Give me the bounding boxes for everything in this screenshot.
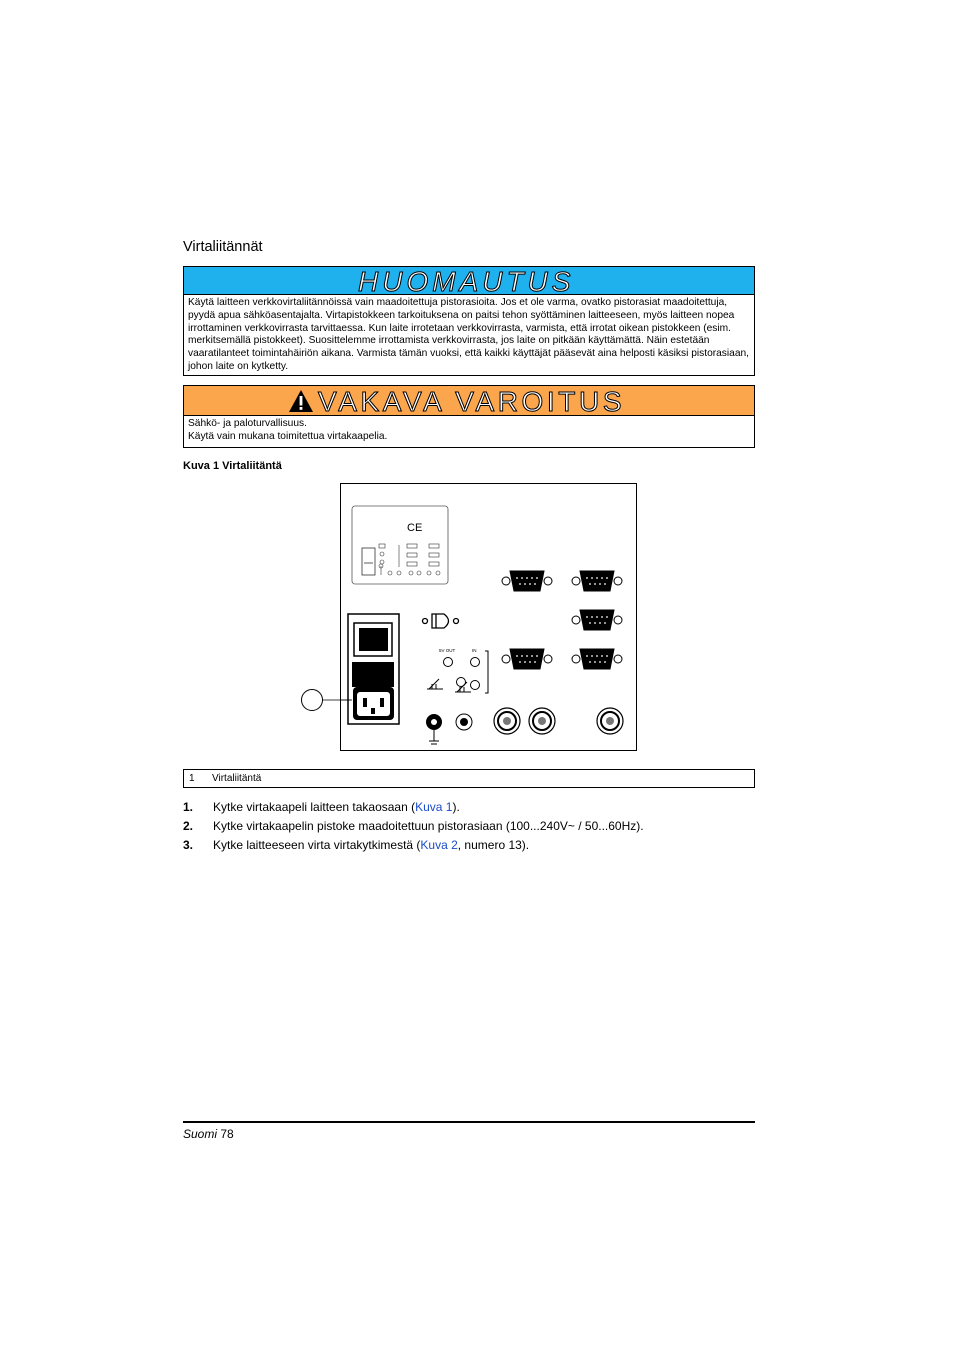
label-5v-out: 5V OUT <box>439 648 456 653</box>
rear-panel-figure <box>340 483 637 751</box>
ce-mark: CE <box>407 522 423 534</box>
figure-caption: Kuva 1 Virtaliitäntä <box>183 460 282 472</box>
notice-text: Käytä laitteen verkkovirtaliitännöissä vain maadoitettuja pistorasioita. Jos et ole varma, ovatko pistorasiat maadoitettuja, pyydä apua sähköasentajalta. Virtapistokkeen tarkoituksena on paitsi tehon syöttäminen laitteeseen, myös laitteen nopea irrottaminen verkkovirrasta tarvittaessa. Kun laite irrotetaan verkkovirrasta, varmista, että irrotat oikean pistokkeen (esim. merkitsemällä pistokkeet). Suosittelemme irrottamista verkkovirrasta, jos laite on pitkään käyttämättä. Näin estetään vaaratilanteet toimintahäiriön aikana. Varmista tämän vuoksi, että kaikki käyttäjät pääsevät aina helposti käsiksi pistorasiaan, johon laite on kytketty. <box>188 297 749 372</box>
warning-line-2: Käytä vain mukana toimitettua virtakaapelia. <box>188 430 388 442</box>
label-in: IN <box>472 648 477 653</box>
notice-header <box>184 267 754 295</box>
figure-legend <box>183 769 755 788</box>
section-heading: Virtaliitännät <box>183 239 263 255</box>
footer <box>183 1127 234 1141</box>
warning-title: VAKAVA VAROITUS <box>318 385 626 417</box>
rear-panel-diagram <box>341 484 636 750</box>
notice-title: HUOMAUTUS <box>358 265 575 297</box>
step-1: 1. Kytke virtakaapeli laitteen takaosaan (Kuva 1). <box>183 799 460 814</box>
legend-number: 1 <box>189 773 195 784</box>
page-number: 78 <box>220 1127 234 1141</box>
warning-triangle-icon <box>288 389 314 413</box>
warning-header <box>184 386 754 416</box>
figure-1-link[interactable]: Kuva 1 <box>415 799 453 814</box>
warning-line-1: Sähkö- ja paloturvallisuus. <box>188 418 307 429</box>
footer-language: Suomi <box>183 1127 218 1141</box>
steps-list <box>183 797 755 854</box>
footer-rule <box>183 1121 755 1123</box>
callout-leader <box>322 699 352 703</box>
figure-2-link[interactable]: Kuva 2 <box>420 837 458 852</box>
step-2: 2. Kytke virtakaapelin pistoke maadoitettuun pistorasiaan (100...240V~ / 50...60Hz). <box>183 818 644 833</box>
legend-text: Virtaliitäntä <box>212 773 262 784</box>
step-3: 3. Kytke laitteeseen virta virtakytkimestä (Kuva 2, numero 13). <box>183 837 530 852</box>
warning-box <box>183 385 755 448</box>
notice-box <box>183 266 755 376</box>
